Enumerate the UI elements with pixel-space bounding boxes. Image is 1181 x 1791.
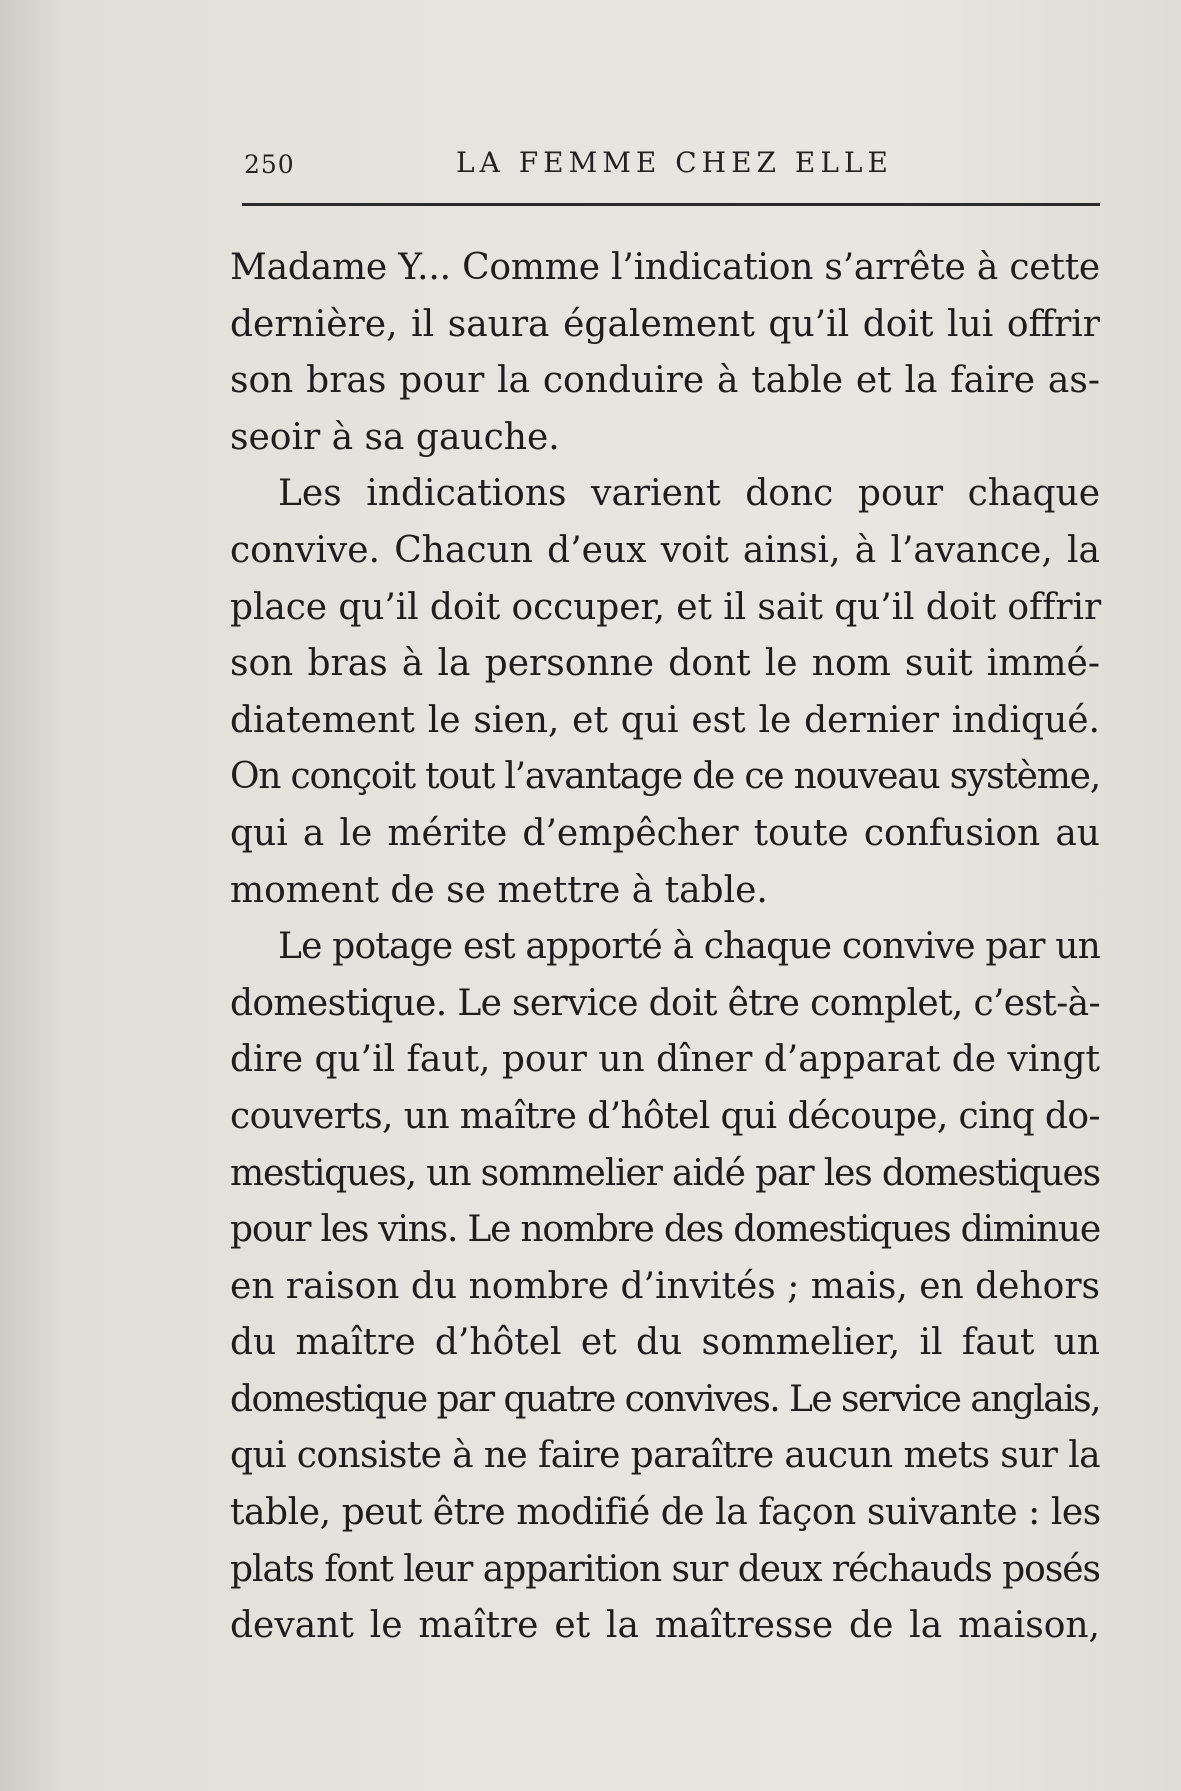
text-line: plats font leur apparition sur deux réchauds posés — [230, 1548, 1100, 1590]
text-line: son bras à la personne dont le nom suit immé- — [230, 643, 1100, 685]
text-line: domestique par quatre convives. Le service anglais, — [230, 1378, 1100, 1420]
text-line: convive. Chacun d’eux voit ainsi, à l’avance, la — [230, 529, 1100, 571]
page-number: 250 — [244, 150, 295, 179]
text-line: mestiques, un sommelier aidé par les domestiques — [230, 1152, 1100, 1194]
text-line: domestique. Le service doit être complet, c’est-à- — [230, 982, 1100, 1024]
header-rule — [242, 203, 1100, 206]
text-line: place qu’il doit occuper, et il sait qu’il doit offrir — [230, 586, 1102, 628]
text-line: Le potage est apporté à chaque convive par un — [278, 926, 1100, 968]
text-line: qui consiste à ne faire paraître aucun mets sur la — [230, 1435, 1100, 1477]
text-line: seoir à sa gauche. — [230, 416, 560, 458]
text-line: Madame Y... Comme l’indication s’arrête à cette — [230, 247, 1100, 288]
book-title: LA FEMME CHEZ ELLE — [456, 146, 893, 179]
text-line: On conçoit tout l’avantage de ce nouveau système, — [230, 756, 1100, 798]
page-body — [230, 240, 1100, 1655]
text-line: dire qu’il faut, pour un dîner d’apparat de vingt — [230, 1039, 1100, 1081]
paragraph-2 — [230, 466, 1100, 919]
text-line: devant le maître et la maîtresse de la maison, — [230, 1605, 1100, 1647]
running-head — [244, 146, 1100, 186]
text-line: table, peut être modifié de la façon suivante : les — [230, 1492, 1101, 1534]
text-line: moment de se mettre à table. — [230, 869, 768, 911]
paragraph-1 — [230, 240, 1100, 466]
text-line: diatement le sien, et qui est le dernier indiqué. — [230, 699, 1100, 741]
text-line: du maître d’hôtel et du sommelier, il faut un — [230, 1322, 1100, 1364]
text-line: dernière, il saura également qu’il doit lui offrir — [230, 303, 1100, 345]
paragraph-3 — [230, 919, 1100, 1655]
text-line: pour les vins. Le nombre des domestiques diminue — [230, 1209, 1100, 1251]
text-line: en raison du nombre d’invités ; mais, en dehors — [230, 1265, 1100, 1307]
text-line: qui a le mérite d’empêcher toute confusion au — [230, 812, 1100, 854]
text-line: son bras pour la conduire à table et la faire as- — [230, 360, 1100, 402]
text-line: Les indications varient donc pour chaque — [278, 473, 1100, 515]
text-line: couverts, un maître d’hôtel qui découpe, cinq do- — [230, 1095, 1101, 1137]
